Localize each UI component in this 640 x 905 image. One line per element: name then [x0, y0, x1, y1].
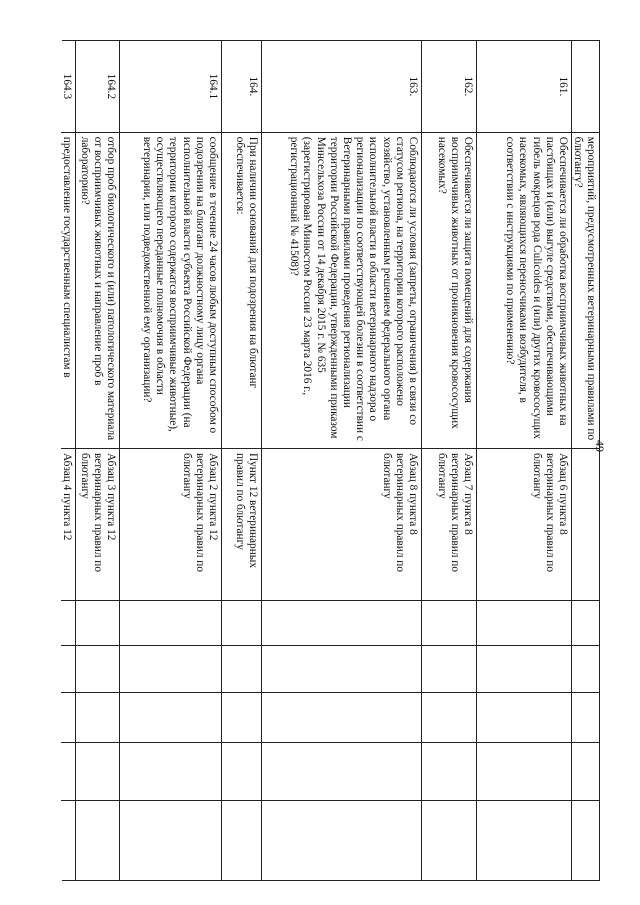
- question-cell: сообщение в течение 24 часов любым доступным способом о подозрении на блютанг должностному лицу органа исполнительной власти субъекта Российской Федерации (на территории которого содержатся восприимчивые животные), осуществляющего переданные полномочия в области ветеринарии, или подведомственной ему организации?: [120, 133, 221, 449]
- empty-cell: [422, 646, 476, 694]
- empty-cell: [477, 646, 571, 694]
- empty-cell: [422, 743, 476, 801]
- table-row: [261, 41, 421, 880]
- reference-cell: Абзац 2 пункта 12 ветеринарных правил по блютангу: [120, 449, 221, 601]
- empty-cell: [572, 693, 599, 743]
- reference-cell: Абзац 8 пункта 8 ветеринарных правил по блютангу: [262, 449, 421, 601]
- question-cell: мероприятий, предусмотренных ветеринарными правилами по блютангу?: [572, 133, 599, 449]
- empty-cell: [120, 646, 221, 694]
- empty-cell: [61, 743, 75, 801]
- reference-cell: Абзац 4 пункта 12: [61, 449, 75, 601]
- rotated-page: [62, 40, 600, 881]
- reference-cell: Абзац 6 пункта 8 ветеринарных правил по блютангу: [477, 449, 571, 601]
- empty-cell: [76, 693, 119, 743]
- empty-cell: [422, 601, 476, 646]
- row-number: 164.2: [76, 41, 119, 133]
- question-cell: Обеспечивается ли обработка восприимчивых животных на пастбищах и (или) выгуле средствами, обеспечивающими гибель мокрецов рода Culicoides и (или) других кровососущих насекомых, являющихся переносчиками возбудителя, в соответствии с инструкциями по применению?: [477, 133, 571, 449]
- row-number: 164.: [222, 41, 261, 133]
- empty-cell: [120, 743, 221, 801]
- table-row: [61, 41, 75, 880]
- table-row: [119, 41, 221, 880]
- empty-cell: [572, 743, 599, 801]
- empty-cell: [422, 801, 476, 880]
- reference-cell: [572, 449, 599, 601]
- table-row: [476, 41, 571, 880]
- row-number: 163.: [262, 41, 421, 133]
- question-cell: Соблюдаются ли условия (запреты, ограничения) в связи со статусом региона, на территории которого расположено хозяйство, установленным решением федерального органа исполнительной власти в области ветеринарного надзора о регионализации по соответствующей болезни в соответствии с Ветеринарными правилами проведения регионализации территории Российской Федерации, утвержденными приказом Минсельхоза России от 14 декабря 2015 г. № 635 (зарегистрирован Минюстом России 23 марта 2016 г., регистрационный № 41508)?: [262, 133, 421, 449]
- empty-cell: [61, 601, 75, 646]
- row-number: 162.: [422, 41, 476, 133]
- empty-cell: [222, 646, 261, 694]
- empty-cell: [572, 646, 599, 694]
- question-cell: Обеспечивается ли защита помещений для содержания восприимчивых животных от проникновения кровососущих насекомых?: [422, 133, 476, 449]
- empty-cell: [262, 601, 421, 646]
- reference-cell: Абзац 3 пункта 12 ветеринарных правил по блютангу: [76, 449, 119, 601]
- checklist-table: [62, 40, 600, 881]
- empty-cell: [61, 801, 75, 880]
- empty-cell: [262, 646, 421, 694]
- empty-cell: [222, 693, 261, 743]
- reference-cell: Пункт 12 ветеринарных правил по блютангу: [222, 449, 261, 601]
- empty-cell: [61, 693, 75, 743]
- table-row: [571, 41, 599, 880]
- empty-cell: [572, 601, 599, 646]
- table-row: [221, 41, 261, 880]
- question-cell: отбор проб биологического и (или) патологического материала от восприимчивых животных и направление проб в лабораторию?: [76, 133, 119, 449]
- empty-cell: [222, 743, 261, 801]
- table-row: [75, 41, 119, 880]
- empty-cell: [262, 801, 421, 880]
- empty-cell: [222, 801, 261, 880]
- row-number: 164.3: [61, 41, 75, 133]
- reference-cell: Абзац 7 пункта 8 ветеринарных правил по блютангу: [422, 449, 476, 601]
- empty-cell: [76, 743, 119, 801]
- empty-cell: [120, 601, 221, 646]
- row-number: 164.1: [120, 41, 221, 133]
- question-cell: При наличии оснований для подозрения на блютанг обеспечивается:: [222, 133, 261, 449]
- empty-cell: [422, 693, 476, 743]
- row-number: 161.: [477, 41, 571, 133]
- empty-cell: [477, 693, 571, 743]
- empty-cell: [61, 646, 75, 694]
- empty-cell: [120, 693, 221, 743]
- empty-cell: [120, 801, 221, 880]
- empty-cell: [477, 601, 571, 646]
- row-number: [572, 41, 599, 133]
- empty-cell: [262, 743, 421, 801]
- empty-cell: [477, 801, 571, 880]
- empty-cell: [76, 601, 119, 646]
- empty-cell: [76, 646, 119, 694]
- empty-cell: [572, 801, 599, 880]
- question-cell: предоставление государственным специалистам в: [61, 133, 75, 449]
- empty-cell: [477, 743, 571, 801]
- empty-cell: [222, 601, 261, 646]
- table-row: [421, 41, 476, 880]
- page-number: 49: [593, 440, 607, 452]
- empty-cell: [76, 801, 119, 880]
- empty-cell: [262, 693, 421, 743]
